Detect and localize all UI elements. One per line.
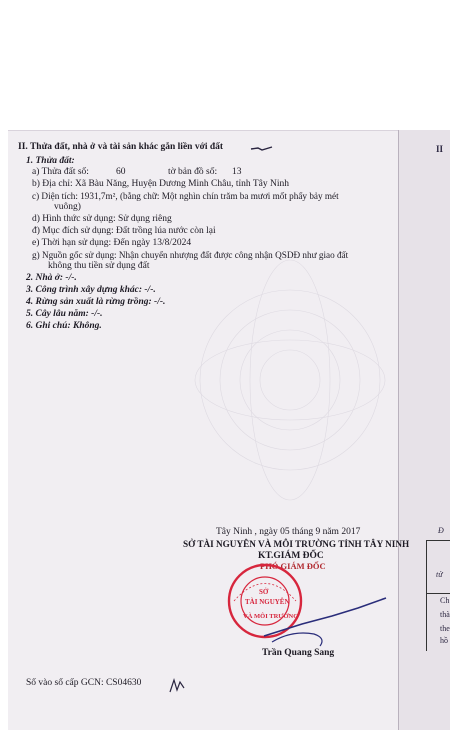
- stamp-text-top: SỞ: [259, 588, 269, 596]
- right-edge-section-mark: II: [436, 144, 444, 154]
- parcel-number: 60: [116, 167, 126, 177]
- edge-cell-4: hồ: [440, 636, 448, 645]
- map-label: tờ bản đồ số:: [168, 167, 218, 177]
- edge-cell-1: Ch: [440, 596, 450, 605]
- use-form-line: d) Hình thức sử dụng: Sử dụng riêng: [32, 214, 172, 224]
- other-works-item: 3. Công trình xây dựng khác: -/-.: [26, 285, 156, 295]
- origin-line-2: không thu tiền sử dụng đất: [48, 261, 150, 271]
- deputy-director-title: PHÓ GIÁM ĐỐC: [260, 561, 326, 571]
- area-line-2: vuông): [54, 202, 81, 212]
- section-title: II. Thửa đất, nhà ở và tài sản khác gắn liền với đất: [18, 142, 224, 152]
- register-number: Số vào sổ cấp GCN: CS04630: [26, 678, 142, 688]
- place-date: Tây Ninh , ngày 05 tháng 9 năm 2017: [216, 527, 361, 537]
- issuing-agency: SỞ TÀI NGUYÊN VÀ MÔI TRƯỜNG TỈNH TÂY NINH: [183, 539, 410, 549]
- initials-mark: [168, 676, 186, 696]
- parcel-label: a) Thửa đất số:: [32, 167, 89, 177]
- notes-item: 6. Ghi chú: Không.: [26, 321, 102, 331]
- edge-mark-top: Đ: [438, 526, 444, 535]
- background-guilloche-pattern: [190, 230, 390, 530]
- term-line: e) Thời hạn sử dụng: Đến ngày 13/8/2024: [32, 238, 192, 248]
- ink-mark: [250, 143, 274, 153]
- top-margin: [0, 0, 450, 128]
- purpose-line: đ) Mục đích sử dụng: Đất trồng lúa nước còn lại: [32, 226, 216, 236]
- edge-cell-2: thà: [440, 610, 450, 619]
- area-line-1: c) Diện tích: 1931,7m², (bằng chữ: Một nghìn chín trăm ba mươi mốt phẩy bảy mét: [32, 191, 339, 201]
- bottom-margin: [0, 730, 450, 748]
- signer-name: Trần Quang Sang: [262, 648, 335, 658]
- forest-item: 4. Rừng sản xuất là rừng trồng: -/-.: [26, 297, 166, 307]
- for-director: KT.GIÁM ĐỐC: [258, 551, 324, 561]
- perennial-item: 5. Cây lâu năm: -/-.: [26, 309, 103, 319]
- edge-cell-3: the: [440, 624, 450, 633]
- address-line: b) Địa chỉ: Xã Bàu Năng, Huyện Dương Minh Châu, tỉnh Tây Ninh: [32, 179, 289, 189]
- stamp-text-bottom: VÀ MÔI TRƯỜNG: [243, 613, 299, 620]
- house-item: 2. Nhà ở: -/-.: [26, 273, 77, 283]
- edge-mark-side: tử: [436, 570, 443, 579]
- map-number: 13: [232, 167, 242, 177]
- handwritten-signature: [262, 590, 392, 650]
- origin-line-1: g) Nguồn gốc sử dụng: Nhận chuyển nhượng đất được công nhận QSDĐ như giao đất: [32, 250, 349, 260]
- stamp-text-middle: TÀI NGUYÊN: [245, 598, 290, 606]
- land-heading: 1. Thửa đất:: [26, 156, 75, 166]
